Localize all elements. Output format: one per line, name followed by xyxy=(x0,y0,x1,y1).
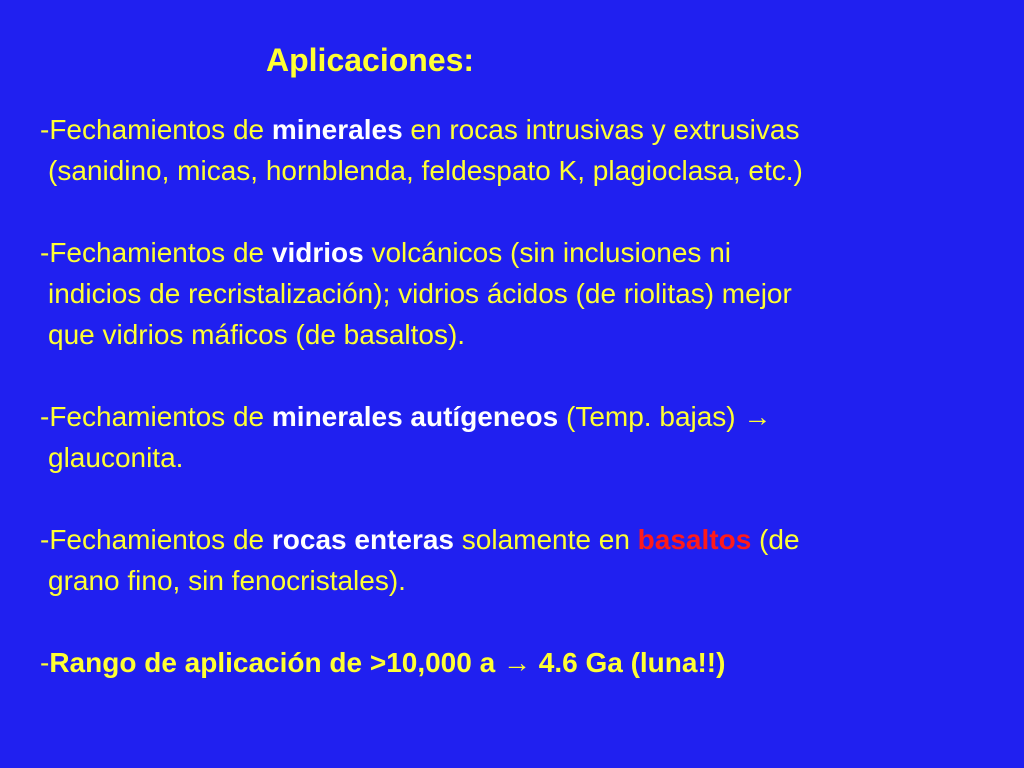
bullet-keyword: minerales autígeneos xyxy=(271,401,559,432)
bullet-prefix: -Fechamientos de xyxy=(40,524,272,555)
bullet-rocas-line2: grano fino, sin fenocristales). xyxy=(48,565,406,596)
bullet-vidrios-line2: indicios de recristalización); vidrios ácidos (de riolitas) mejor xyxy=(48,278,792,309)
bullet-rango xyxy=(40,643,725,683)
bullet-autigeneos-line2: glauconita. xyxy=(48,442,184,473)
bullet-suffix: en rocas intrusivas y extrusivas xyxy=(402,114,800,145)
bullet-rango-text: Rango de aplicación de >10,000 a xyxy=(49,647,503,678)
bullet-prefix: -Fechamientos de xyxy=(40,114,272,145)
bullet-dash: - xyxy=(40,647,50,678)
bullet-vidrios-line3: que vidrios máficos (de basaltos). xyxy=(48,319,466,350)
bullet-prefix: -Fechamientos de xyxy=(40,401,272,432)
bullet-red-keyword: basaltos xyxy=(637,524,752,555)
bullet-middle: solamente en xyxy=(454,524,638,555)
bullet-autigeneos-line1 xyxy=(40,397,771,437)
bullet-prefix: -Fechamientos de xyxy=(40,237,272,268)
bullet-suffix: (Temp. bajas) xyxy=(558,401,744,432)
bullet-vidrios-line1 xyxy=(40,233,731,273)
bullet-keyword: rocas enteras xyxy=(271,524,454,555)
arrow-icon: → xyxy=(743,401,772,432)
bullet-suffix: volcánicos (sin inclusiones ni xyxy=(363,237,731,268)
bullet-minerales-line2: (sanidino, micas, hornblenda, feldespato K, plagioclasa, etc.) xyxy=(48,155,803,186)
bullet-suffix: (de xyxy=(751,524,800,555)
bullet-rocas-line1 xyxy=(40,520,800,560)
bullet-keyword: minerales xyxy=(271,114,403,145)
arrow-icon: → xyxy=(502,647,531,678)
bullet-rango-suffix: 4.6 Ga (luna!!) xyxy=(530,647,726,678)
bullet-minerales-line1 xyxy=(40,110,799,150)
bullet-keyword: vidrios xyxy=(271,237,364,268)
slide-title: Aplicaciones: xyxy=(266,42,475,78)
